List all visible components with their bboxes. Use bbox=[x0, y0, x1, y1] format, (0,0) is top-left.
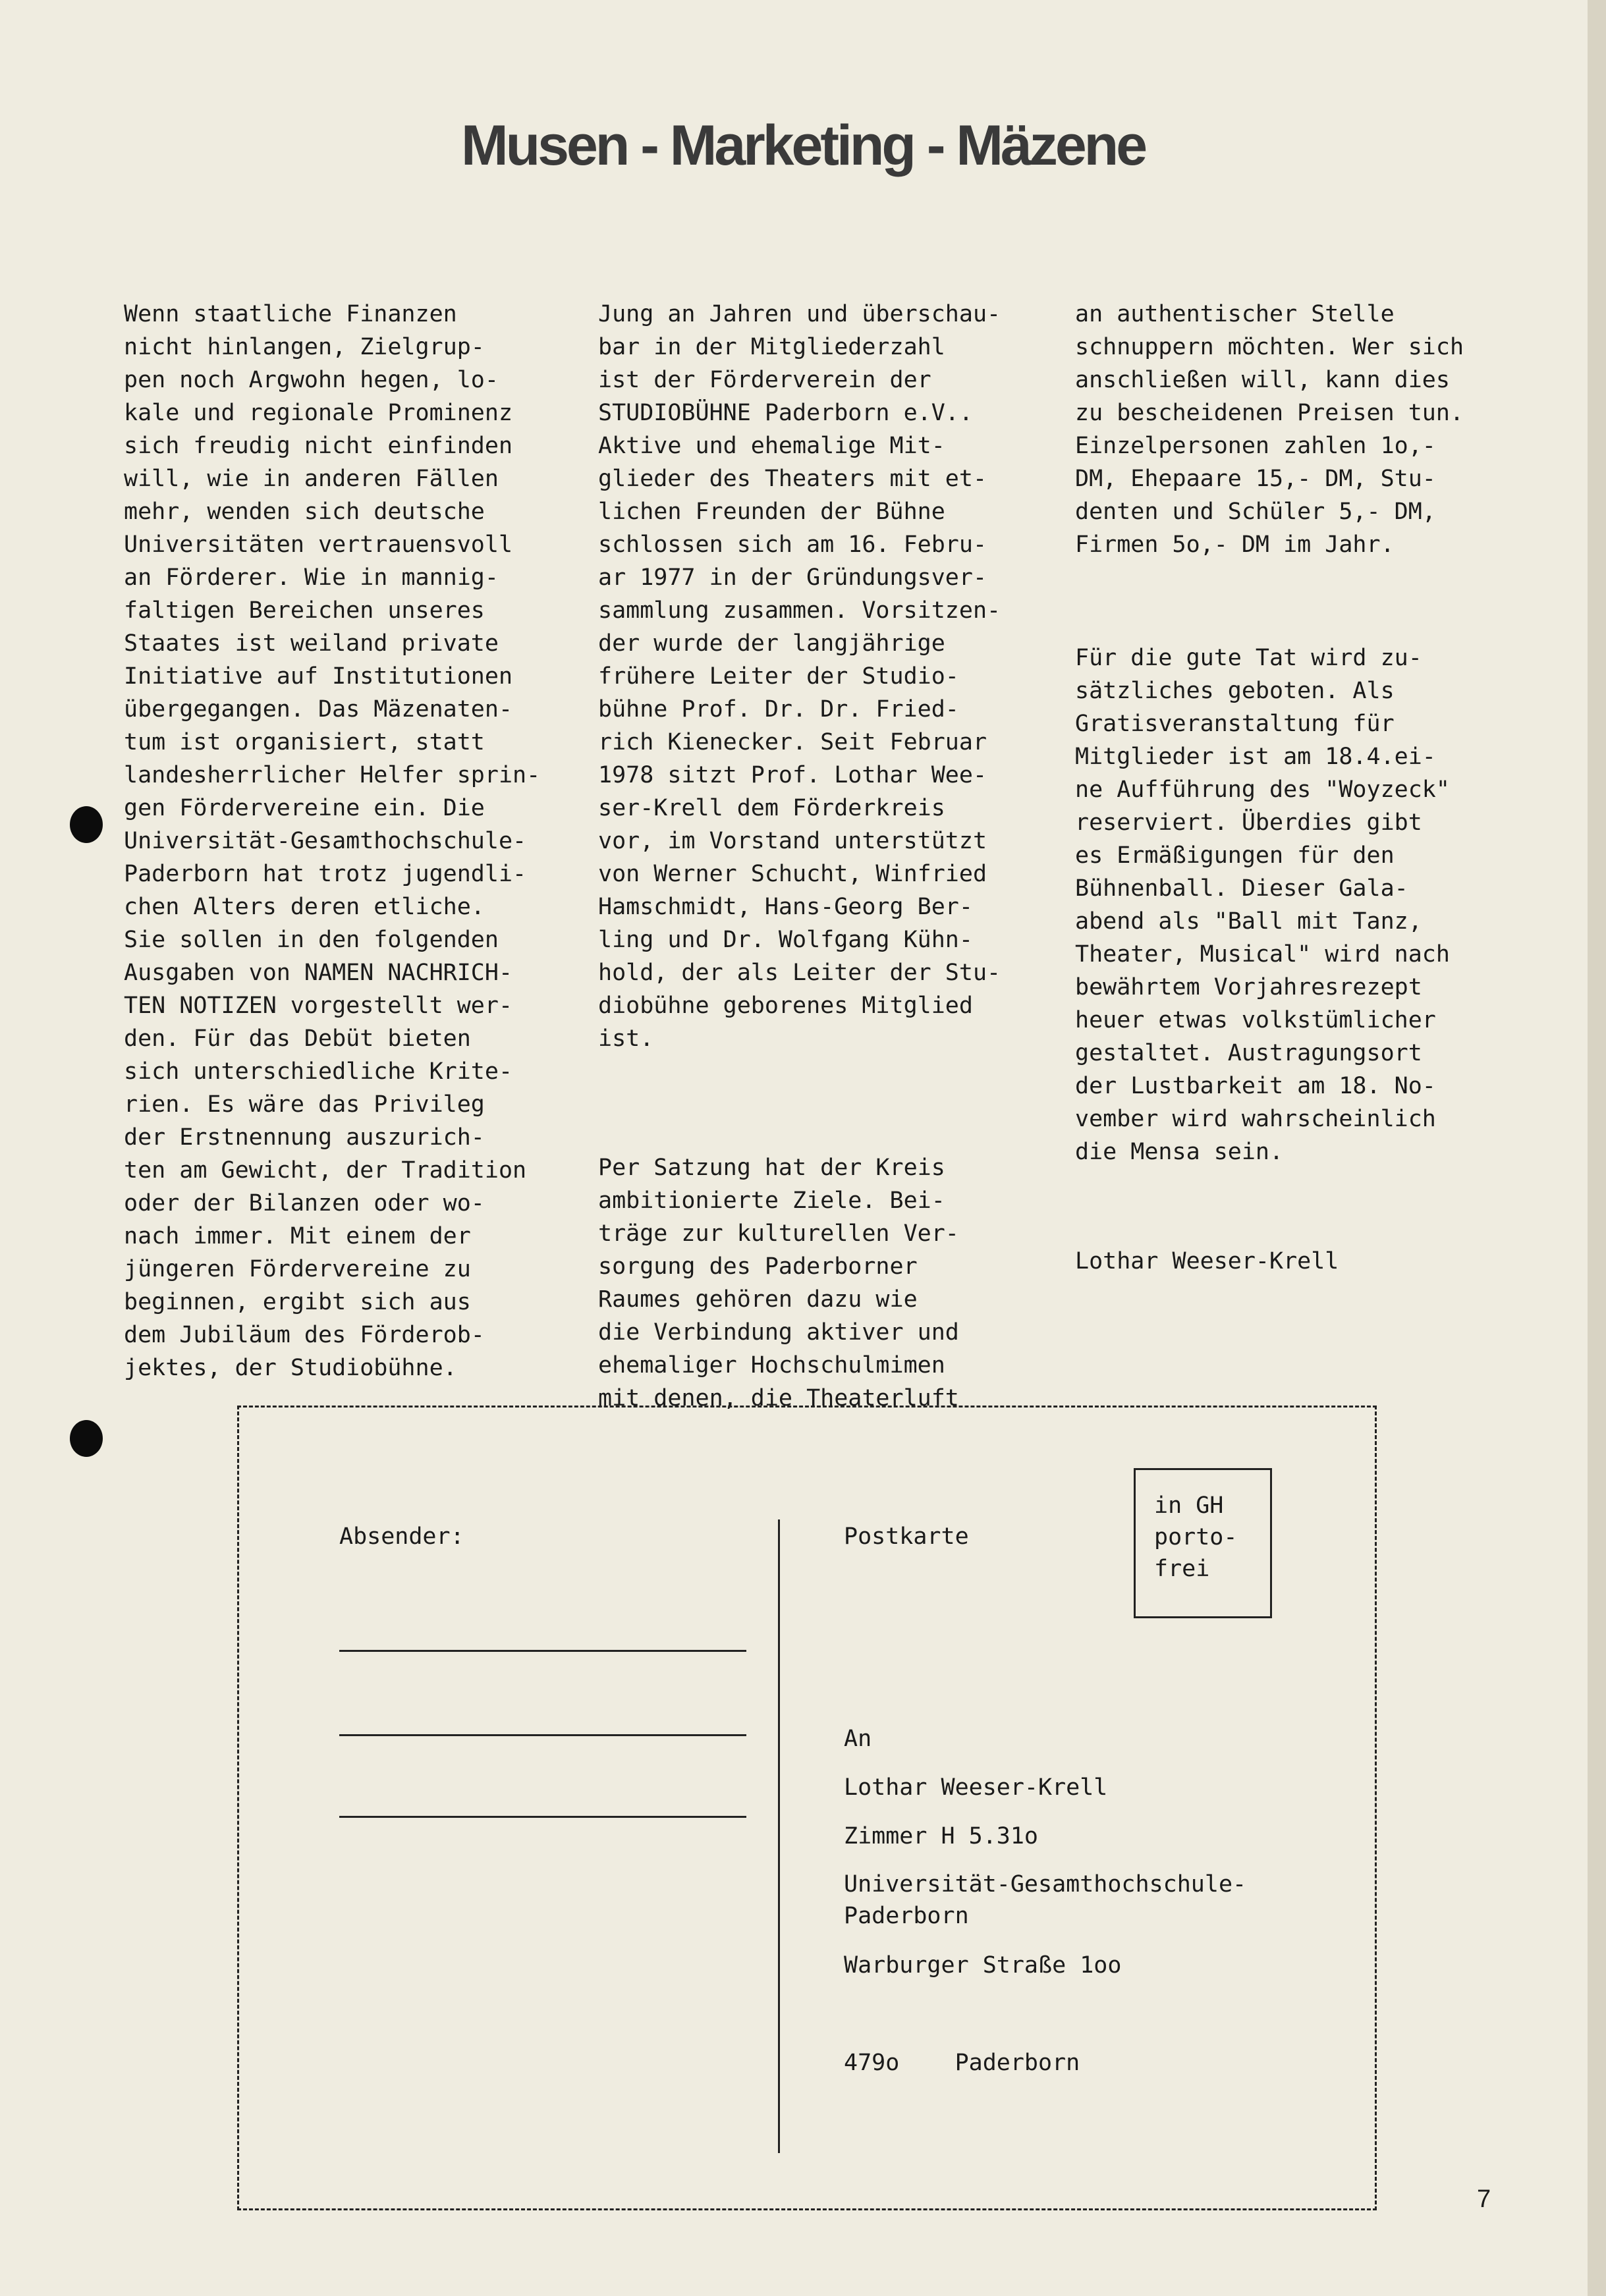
reply-postcard bbox=[237, 1406, 1377, 2210]
punch-hole-bottom bbox=[70, 1420, 103, 1457]
column-2-paragraph-2: Per Satzung hat der Kreis ambitionierte Ziele. Bei- träge zur kulturellen Ver- sorgung des Paderborner Raumes gehören dazu wie die Verbindung aktiver und ehemaliger Hochschulmimen mit denen, die Theaterluft bbox=[598, 1155, 959, 1411]
column-3-paragraph-2: Für die gute Tat wird zu- sätzliches geboten. Als Gratisveranstaltung für Mitglieder ist am 18.4.ei- ne Aufführung des "Woyzeck" reserviert. Überdies gibt es Ermäßigungen für den Bühnenball. Dieser Gala- abend als "Ball mit Tanz, Theater, Musical" wird nach bewährtem Vorjahresrezept heuer etwas volkstümlicher gestaltet. Austragungsort der Lustbarkeit am 18. No- vember wird wahrscheinlich die Mensa sein. bbox=[1075, 645, 1450, 1165]
sender-label: Absender: bbox=[339, 1523, 464, 1550]
postcard-label: Postkarte bbox=[844, 1523, 969, 1550]
article-title: Musen - Marketing - Mäzene bbox=[460, 114, 1146, 177]
address-to: An bbox=[844, 1726, 872, 1752]
page-number: 7 bbox=[1477, 2185, 1491, 2213]
column-1-paragraph: Wenn staatliche Finanzen nicht hinlangen, Zielgrup- pen noch Argwohn hegen, lo- kale und regionale Prominenz sich freudig nicht einfinden will, wie in anderen Fällen mehr, wenden sich deutsche Universitäten vertrauensvoll an Förderer. Wie in mannig- faltigen Bereichen unseres Staates ist weiland private Initiative auf Institutionen übergegangen. Das Mäzenaten- tum ist organisiert, statt landesherrlicher Helfer sprin- gen Fördervereine ein. Die Universität-Gesamthochschule- Paderborn hat trotz jugendli- chen Alters deren etliche. Sie sollen in den folgenden Ausgaben von NAMEN NACHRICH- TEN NOTIZEN vorgestellt wer- den. Für das Debüt bieten sich unterschiedliche Krite- rien. Es wäre das Privileg der Erstnennung auszurich- ten am Gewicht, der Tradition oder der Bilanzen oder wo- nach immer. Mit einem der jüngeren Fördervereine zu beginnen, ergibt sich aus dem Jubiläum des Förderob- jektes, der Studiobühne. bbox=[124, 301, 541, 1381]
article-column-3 bbox=[1075, 232, 1464, 1311]
column-3-paragraph-1: an authentischer Stelle schnuppern möchten. Wer sich anschließen will, kann dies zu bescheidenen Preisen tun. Einzelpersonen zahlen 1o,- DM, Ehepaare 15,- DM, Stu- denten und Schüler 5,- DM, Firmen 5o,- DM im Jahr. bbox=[1075, 301, 1464, 558]
column-2-paragraph-1: Jung an Jahren und überschau- bar in der Mitgliederzahl ist der Förderverein der STUDIOBÜHNE Paderborn e.V.. Aktive und ehemalige Mit- glieder des Theaters mit et- lichen Freunden der Bühne schlossen sich am 16. Febru- ar 1977 in der Gründungsver- sammlung zusammen. Vorsitzen- der wurde der langjährige frühere Leiter der Studio- bühne Prof. Dr. Dr. Fried- rich Kienecker. Seit Februar 1978 sitzt Prof. Lothar Wee- ser-Krell dem Förderkreis vor, im Vorstand unterstützt von Werner Schucht, Winfried Hamschmidt, Hans-Georg Ber- ling und Dr. Wolfgang Kühn- hold, der als Leiter der Stu- diobühne geborenes Mitglied ist. bbox=[598, 301, 1001, 1052]
recipient-address bbox=[844, 1714, 1246, 2087]
postcard-divider bbox=[778, 1519, 780, 2153]
author-signature: Lothar Weeser-Krell bbox=[1075, 1248, 1339, 1274]
page-edge bbox=[1588, 0, 1606, 2296]
postage-box: in GH porto- frei bbox=[1134, 1468, 1272, 1618]
address-name: Lothar Weeser-Krell bbox=[844, 1774, 1108, 1801]
punch-hole-top bbox=[70, 806, 103, 843]
sender-line-1[interactable] bbox=[339, 1650, 746, 1652]
address-street: Warburger Straße 1oo bbox=[844, 1952, 1122, 1979]
address-city: 479o Paderborn bbox=[844, 2050, 1080, 2076]
address-institution: Universität-Gesamthochschule- Paderborn bbox=[844, 1871, 1247, 1929]
article-column-1 bbox=[124, 232, 540, 1417]
sender-line-3[interactable] bbox=[339, 1816, 746, 1818]
address-room: Zimmer H 5.31o bbox=[844, 1823, 1039, 1849]
article-column-2 bbox=[598, 232, 1001, 1448]
sender-line-2[interactable] bbox=[339, 1734, 746, 1736]
